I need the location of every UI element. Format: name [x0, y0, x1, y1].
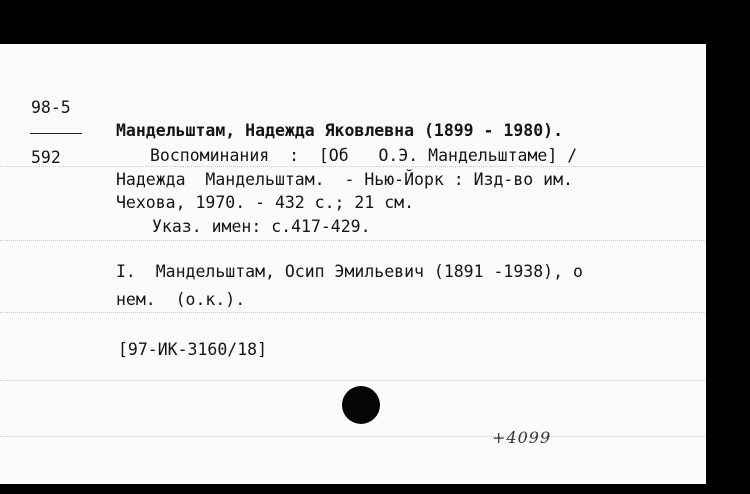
author-heading: Мандельштам, Надежда Яковлевна (1899 - 1980).	[116, 121, 564, 140]
punch-hole	[342, 386, 380, 424]
title-line-1: Воспоминания : [Об О.Э. Мандельштаме] /	[150, 146, 578, 165]
title-line-3: Чехова, 1970. - 432 с.; 21 см.	[116, 193, 415, 212]
call-number-top: 98-5	[31, 98, 71, 117]
control-number: [97-ИК-3160/18]	[118, 340, 268, 359]
call-number-bottom: 592	[31, 148, 61, 167]
index-note: Указ. имен: с.417-429.	[152, 217, 371, 236]
title-line-2: Надежда Мандельштам. - Нью-Йорк : Изд-во им.	[116, 170, 573, 189]
subject-line-1: I. Мандельштам, Осип Эмильевич (1891 -1938), о	[116, 262, 583, 281]
catalog-card	[0, 44, 706, 484]
handwritten-note: +4099	[492, 428, 552, 447]
subject-line-2: нем. (о.к.).	[116, 290, 246, 309]
call-number-rule	[30, 133, 82, 134]
